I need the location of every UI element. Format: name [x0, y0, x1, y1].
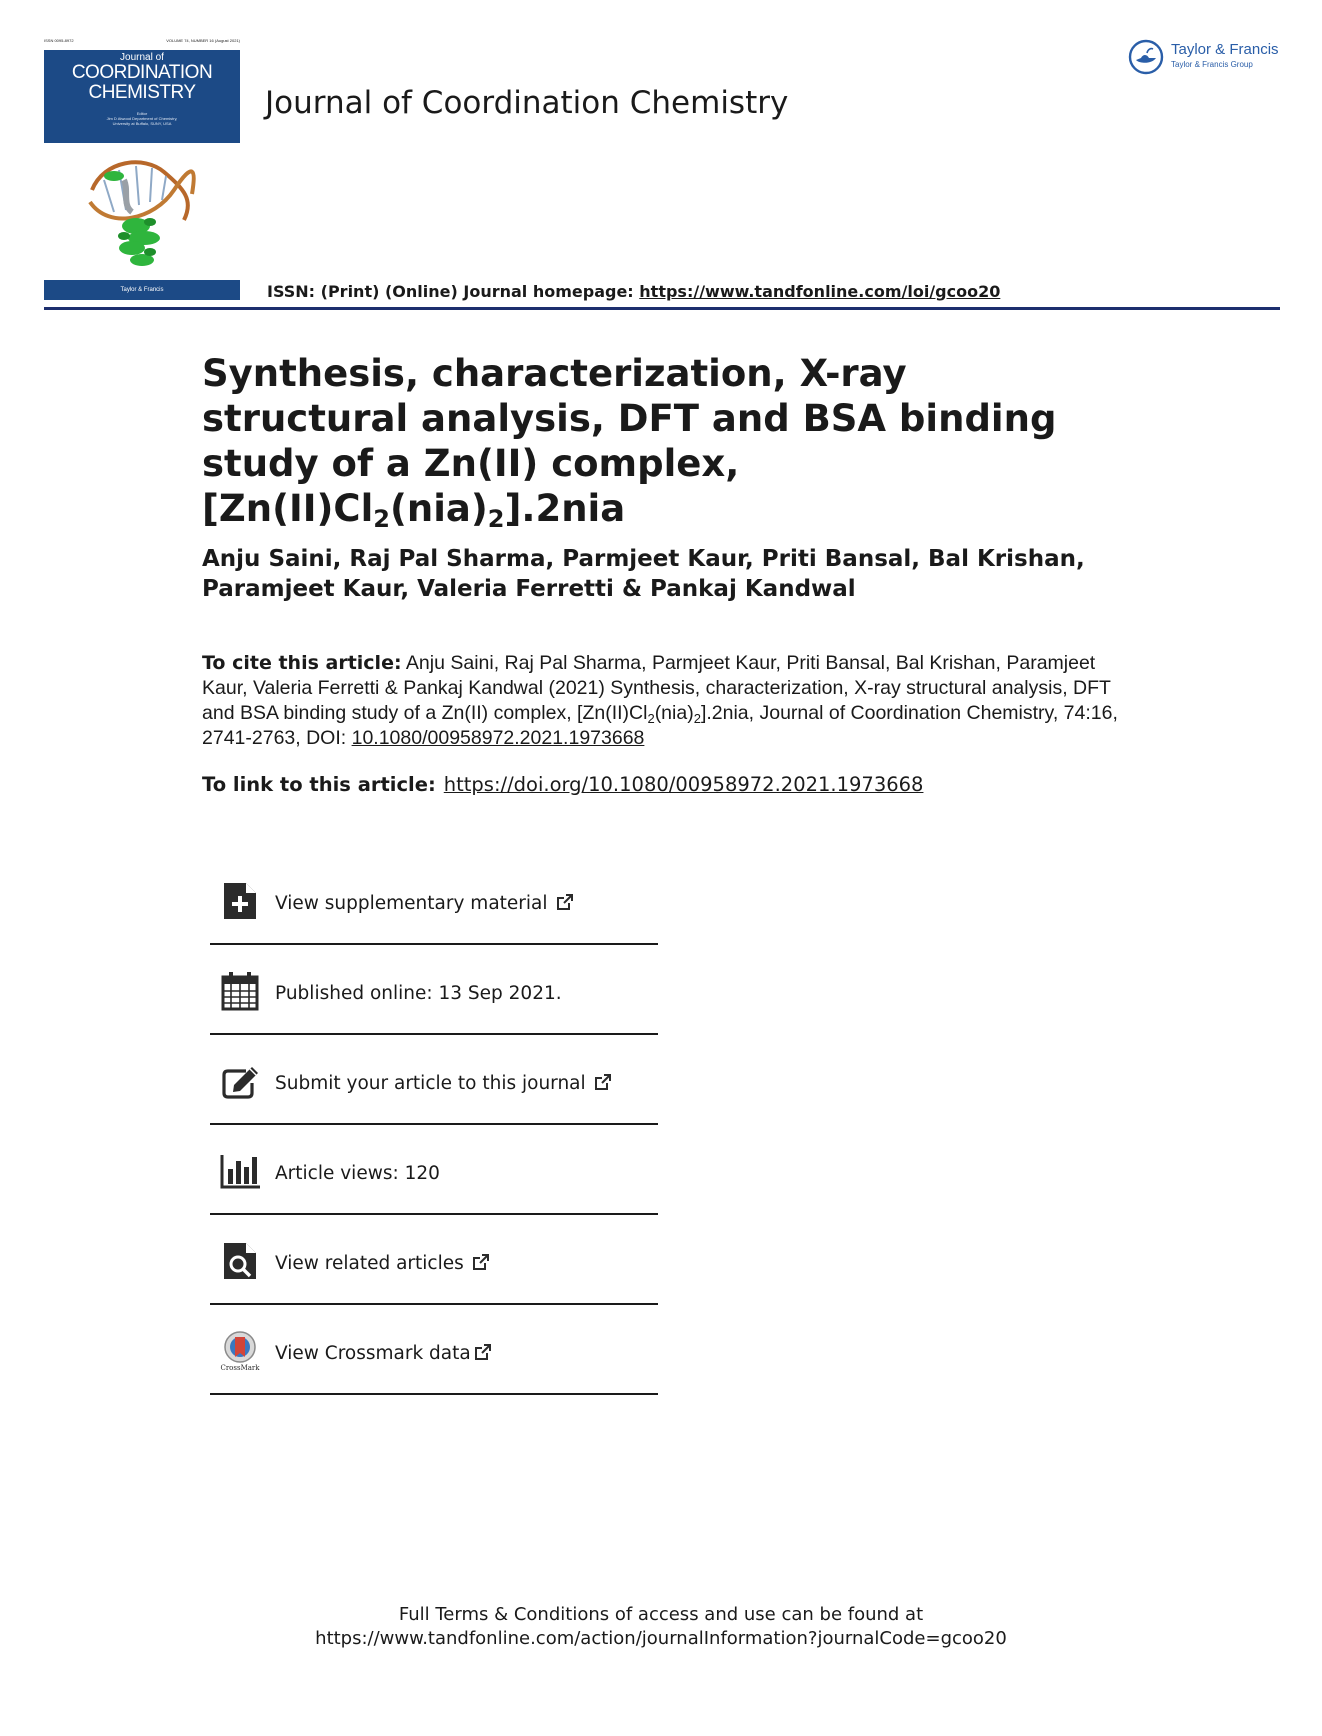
cover-journal-of: Journal of [120, 52, 164, 63]
article-authors: Anju Saini, Raj Pal Sharma, Parmjeet Kaur, Priti Bansal, Bal Krishan, Paramjeet Kaur, Valeria Ferretti & Pankaj Kandwal [202, 546, 1085, 602]
supplementary-label: View supplementary material [275, 893, 548, 914]
issn-line [267, 282, 1000, 301]
cite-text-3: ].2nia, Journal of Coordination Chemistry, 74:16, 2741-2763, DOI: [202, 702, 1118, 749]
article-info-list [210, 855, 658, 1395]
taylor-francis-logo[interactable] [1127, 38, 1287, 78]
article-url-link[interactable]: https://doi.org/10.1080/00958972.2021.1973668 [443, 773, 924, 796]
title-sub-2: 2 [487, 505, 505, 533]
citation-block [202, 651, 1132, 751]
cite-sub-2: 2 [693, 711, 701, 726]
link-label: To link to this article: [202, 773, 436, 796]
article-link-line [202, 773, 923, 796]
cover-editor-name: Jim D Atwood Department of Chemistry, [106, 116, 178, 121]
list-item-crossmark[interactable] [210, 1305, 658, 1395]
submit-label: Submit your article to this journal [275, 1073, 586, 1094]
external-link-icon [556, 893, 574, 911]
publisher-group: Taylor & Francis Group [1171, 60, 1253, 69]
list-item-published [210, 945, 658, 1035]
cover-title-band [44, 50, 240, 143]
cover-name-line1: COORDINATION [71, 62, 213, 83]
file-search-icon [220, 1241, 260, 1281]
bar-chart-icon [220, 1151, 260, 1191]
external-link-icon [474, 1343, 492, 1361]
crossmark-caption: CrossMark [220, 1364, 260, 1371]
cover-publisher-band [44, 280, 240, 300]
title-sub-1: 2 [373, 505, 390, 533]
list-item-views [210, 1125, 658, 1215]
cite-sub-1: 2 [647, 711, 655, 726]
journal-title: Journal of Coordination Chemistry [265, 85, 789, 121]
list-item-supplementary[interactable] [210, 855, 658, 945]
footer-terms [0, 1603, 1322, 1651]
title-end: ].2nia [504, 487, 626, 530]
footer-line-1: Full Terms & Conditions of access and use can be found at [398, 1604, 924, 1625]
journal-cover [44, 38, 240, 300]
file-plus-icon [220, 881, 260, 921]
tf-lamp-icon [1127, 38, 1165, 76]
protein-dna-illustration [84, 150, 200, 274]
doi-link[interactable]: 10.1080/00958972.2021.1973668 [351, 727, 645, 749]
external-link-icon [472, 1253, 490, 1271]
header-rule [44, 307, 1280, 310]
cover-publisher: Taylor & Francis [120, 287, 164, 293]
related-label: View related articles [275, 1253, 464, 1274]
list-item-submit[interactable] [210, 1035, 658, 1125]
external-link-icon [594, 1073, 612, 1091]
crossmark-icon [220, 1331, 260, 1371]
list-item-related[interactable] [210, 1215, 658, 1305]
title-main: Synthesis, characterization, X-ray structural analysis, DFT and BSA binding study of a Zn(II) complex, [Zn(II)Cl [202, 352, 1057, 530]
cite-text-1: Anju Saini, Raj Pal Sharma, Parmjeet Kaur, Priti Bansal, Bal Krishan, Paramjeet Kaur, Valeria Ferretti & Pankaj Kandwal (2021) Synthesis, characterization, X-ray structural analysis, DFT and BSA binding study of a Zn(II) complex, [Zn(II)Cl [202, 652, 1111, 724]
article-views: Article views: 120 [275, 1163, 440, 1184]
journal-homepage-link[interactable]: https://www.tandfonline.com/loi/gcoo20 [639, 282, 1001, 301]
title-mid: (nia) [389, 487, 488, 530]
published-date: Published online: 13 Sep 2021. [275, 983, 562, 1004]
article-title [202, 351, 1102, 531]
issn-text: ISSN: (Print) (Online) Journal homepage: [267, 282, 640, 301]
cover-issn: ISSN 0095-8972 [44, 38, 74, 43]
cite-label: To cite this article: [202, 652, 402, 674]
edit-icon [220, 1061, 260, 1101]
cover-editor-affil: University at Buffalo, SUNY, USA [112, 121, 172, 126]
footer-terms-link[interactable]: https://www.tandfonline.com/action/journalInformation?journalCode=gcoo20 [315, 1628, 1007, 1649]
publisher-name: Taylor & Francis [1171, 41, 1279, 58]
crossmark-label: View Crossmark data [275, 1343, 471, 1364]
cover-editor: Editor [136, 111, 148, 116]
cite-text-2: (nia) [654, 702, 694, 724]
calendar-icon [220, 971, 260, 1011]
cover-volume: VOLUME 74, NUMBER 16 (August 2021) [166, 38, 240, 43]
cover-top-line [44, 38, 240, 48]
cover-name-line2: CHEMISTRY [88, 82, 196, 103]
